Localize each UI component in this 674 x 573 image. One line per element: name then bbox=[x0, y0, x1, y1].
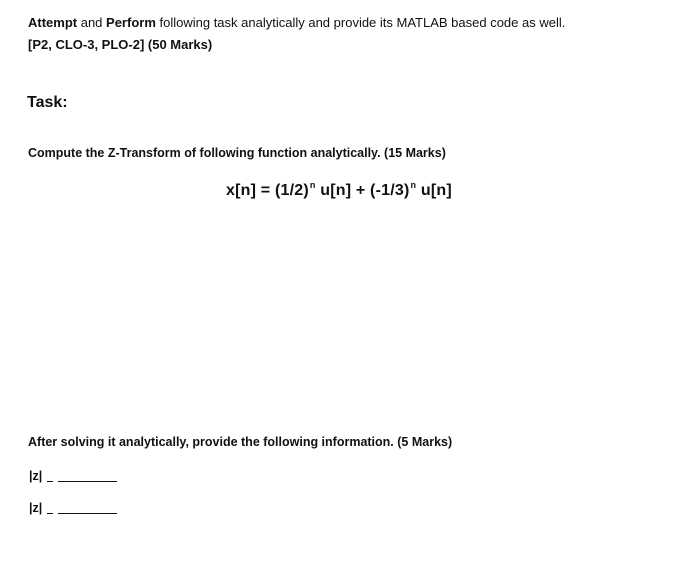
perform-word: Perform bbox=[106, 15, 156, 30]
course-codes: [P2, CLO-3, PLO-2] (50 Marks) bbox=[28, 37, 213, 52]
equation bbox=[226, 180, 452, 200]
fill-row-label: |z| bbox=[29, 501, 43, 515]
attempt-word: Attempt bbox=[28, 15, 78, 30]
intro-rest: following task analytically and provide its MATLAB based code as well. bbox=[155, 15, 566, 30]
dash-mark bbox=[47, 513, 53, 514]
equation-exponent-2: n bbox=[410, 180, 417, 190]
fill-row-label: |z| bbox=[29, 469, 43, 483]
equation-exponent-1: n bbox=[309, 180, 316, 190]
answer-blank[interactable] bbox=[58, 513, 117, 514]
dash-mark bbox=[47, 481, 53, 482]
fill-row-1 bbox=[29, 469, 117, 483]
and-word: and bbox=[77, 15, 107, 30]
equation-part-3: u[n] bbox=[416, 182, 452, 199]
after-instruction: After solving it analytically, provide the following information. (5 Marks) bbox=[28, 435, 453, 449]
equation-part-1: x[n] = (1/2) bbox=[226, 182, 309, 199]
equation-part-2: u[n] + (-1/3) bbox=[315, 182, 410, 199]
intro-line bbox=[28, 15, 565, 30]
fill-row-2 bbox=[29, 501, 117, 515]
task-heading: Task: bbox=[27, 94, 68, 111]
answer-blank[interactable] bbox=[58, 481, 117, 482]
compute-instruction: Compute the Z-Transform of following function analytically. (15 Marks) bbox=[28, 146, 446, 160]
